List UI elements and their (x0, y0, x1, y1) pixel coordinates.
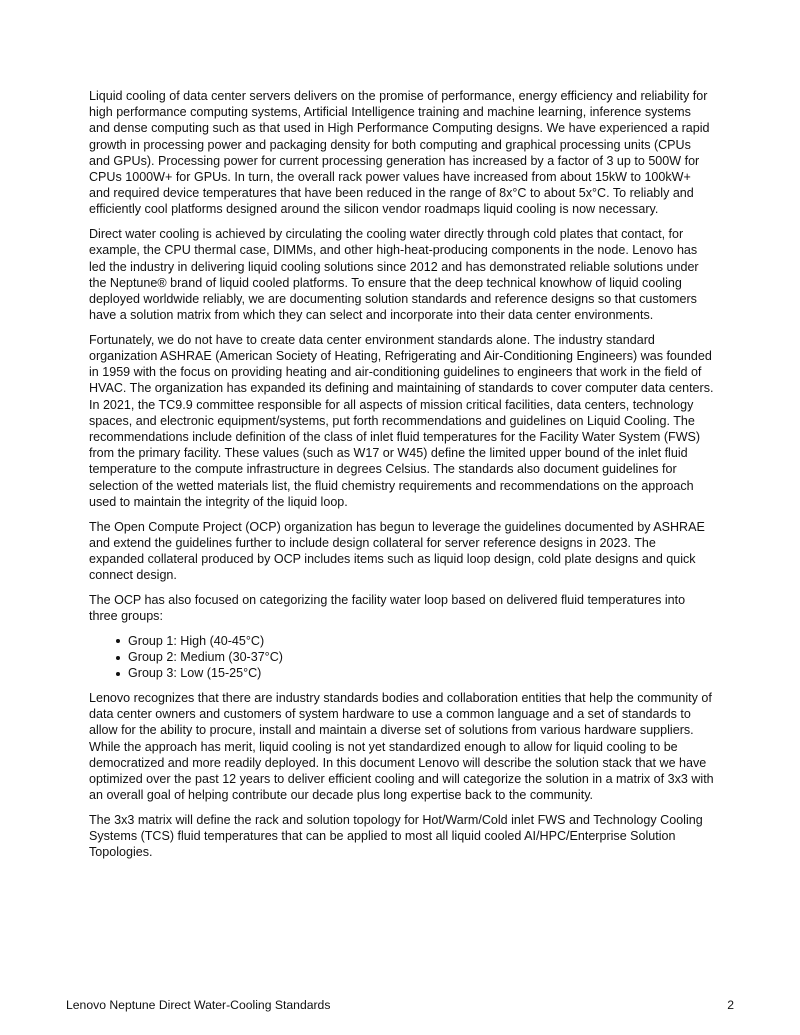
page-footer (66, 998, 734, 1013)
footer-page-number: 2 (727, 998, 734, 1012)
paragraph-ocp-groups-intro: The OCP has also focused on categorizing the facility water loop based on delivered fluid temperatures into three groups: (89, 592, 686, 624)
paragraph-liquid-cooling-intro: Liquid cooling of data center servers delivers on the promise of performance, energy efficiency and reliability for high performance computing systems, Artificial Intelligence training and machine learning, inference systems and dense computing such as that used in High Performance Computing designs. We have experienced a rapid growth in processing power and packaging density for both computing and graphical processing units (CPUs and GPUs). Processing power for current processing generation has increased by a factor of 3 up to 500W for CPUs 1000W+ for GPUs. In turn, the overall rack power values have increased from about 15kW to 100kW+ and required device temperatures that have been reduced in the range of 8x°C to about 5x°C. To reliably and efficiently cool platforms designed around the silicon vendor roadmaps liquid cooling is now necessary. (89, 89, 710, 217)
list-item-group-1: Group 1: High (40-45°C) (128, 633, 714, 649)
list-item-group-2: Group 2: Medium (30-37°C) (128, 649, 714, 665)
document-body (89, 88, 714, 869)
fluid-temperature-group-list (89, 633, 714, 682)
list-item-group-3: Group 3: Low (15-25°C) (128, 665, 714, 681)
footer-document-title: Lenovo Neptune Direct Water-Cooling Standards (66, 998, 331, 1012)
paragraph-ocp-guidelines: The Open Compute Project (OCP) organization has begun to leverage the guidelines documented by ASHRAE and extend the guidelines further to include design collateral for server reference designs in 2023. The expanded collateral produced by OCP includes items such as liquid loop design, cold plate designs and quick connect design. (89, 519, 705, 583)
paragraph-3x3-matrix: The 3x3 matrix will define the rack and solution topology for Hot/Warm/Cold inlet FWS and Technology Cooling Systems (TCS) fluid temperatures that can be applied to most all liquid cooled AI/HPC/Enterprise Solution Topologies. (89, 812, 703, 860)
paragraph-direct-water-cooling: Direct water cooling is achieved by circulating the cooling water directly through cold plates that contact, for example, the CPU thermal case, DIMMs, and other high-heat-producing components in the node. Lenovo has led the industry in delivering liquid cooling solutions since 2012 and has demonstrated reliable solutions under the Neptune® brand of liquid cooled platforms. To ensure that the deep technical knowhow of liquid cooling deployed worldwide reliably, we are documenting solution standards and reference designs so that customers have a solution matrix from which they can select and incorporate into their data center environments. (89, 227, 699, 323)
paragraph-lenovo-standards: Lenovo recognizes that there are industry standards bodies and collaboration entities that help the community of data center owners and customers of system hardware to use a common language and a set of standards to allow for the ability to procure, install and maintain a diverse set of solutions from various hardware suppliers. While the approach has merit, liquid cooling is not yet standardized enough to allow for liquid cooling to be democratized and more readily deployed. In this document Lenovo will describe the solution stack that we have optimized over the past 12 years to deliver efficient cooling and will categorize the solution in a matrix of 3x3 with an overall goal of helping contribute our decade plus long expertise back to the community. (89, 690, 714, 803)
paragraph-ashrae-standards: Fortunately, we do not have to create data center environment standards alone. The industry standard organization ASHRAE (American Society of Heating, Refrigerating and Air-Conditioning Engineers) was founded in 1959 with the focus on providing heating and air-conditioning guidelines to engineers that work in the field of HVAC. The organization has expanded its defining and maintaining of standards to cover computer data centers. In 2021, the TC9.9 committee responsible for all aspects of mission critical facilities, data centers, technology spaces, and electronic equipment/systems, put forth recommendations and guidelines on Liquid Cooling. The recommendations include definition of the class of inlet fluid temperatures for the Facility Water System (FWS) from the primary facility. These values (such as W17 or W45) define the limited upper bound of the inlet fluid temperature to the compute infrastructure in degrees Celsius. The standards also document guidelines for selection of the wetted materials list, the fluid chemistry requirements and recommendations on the approach used to maintain the integrity of the liquid loop. (89, 332, 714, 509)
